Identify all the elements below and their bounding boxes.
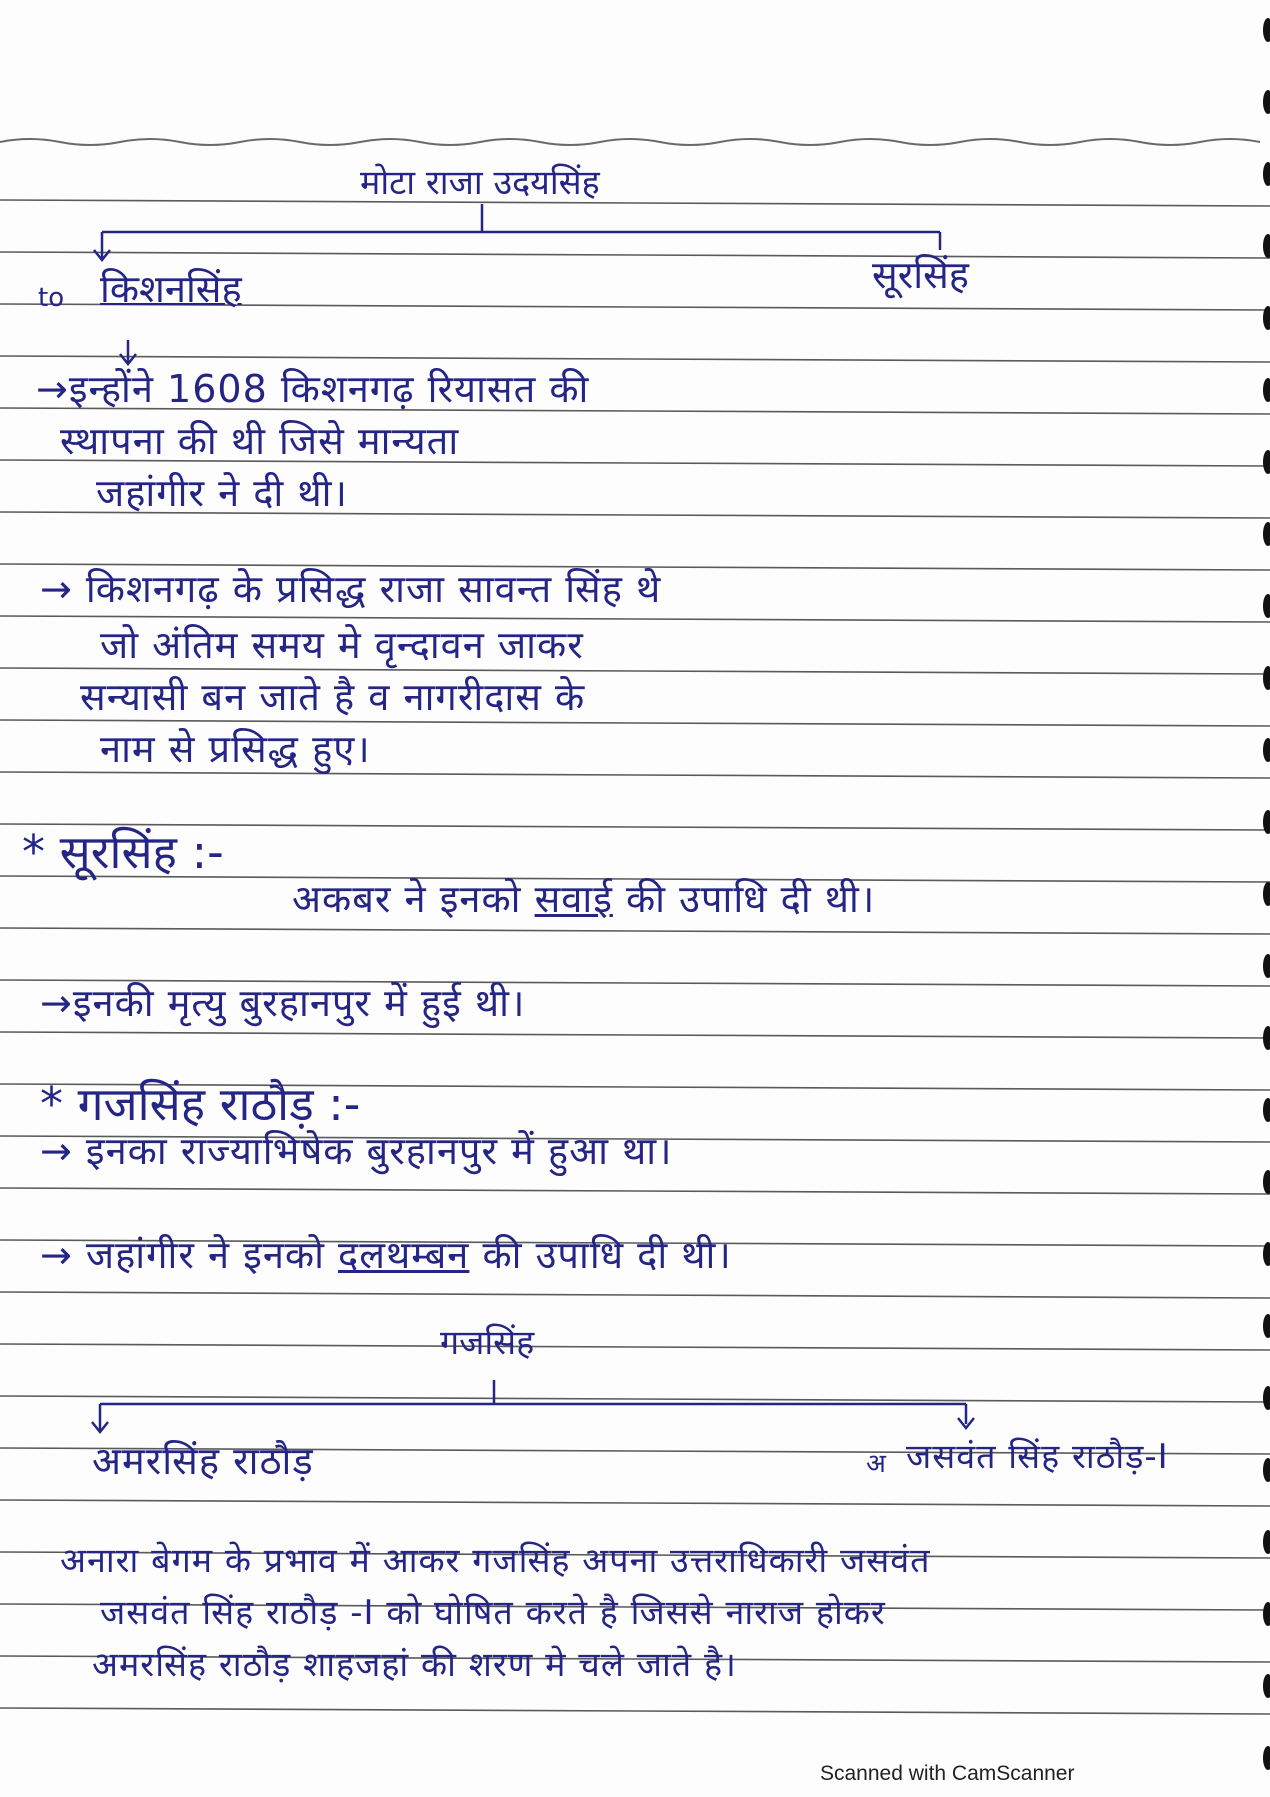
tree1-right-child: सूरसिंह	[872, 253, 969, 297]
kishan-point2-line-3: सन्यासी बन जाते है व नागरीदास के	[80, 675, 586, 719]
sursingh-line-1-suffix: की उपाधि दी थी।	[626, 877, 876, 921]
gajsingh-title-dalthamban: दलथम्बन	[338, 1233, 470, 1277]
sursingh-line-2: →इनकी मृत्यु बुरहानपुर में हुई थी।	[40, 981, 526, 1025]
tree1-root: मोटा राजा उदयसिंह	[360, 163, 600, 203]
sursingh-heading: * सूरसिंह :-	[22, 825, 224, 879]
kishan-line-1: →इन्होंने 1608 किशनगढ़ रियासत की	[36, 367, 590, 411]
camscanner-watermark: Scanned with CamScanner	[820, 1762, 1075, 1785]
kishan-point2-line-2: जो अंतिम समय मे वृन्दावन जाकर	[100, 623, 584, 667]
kishan-point2-line-4: नाम से प्रसिद्ध हुए।	[100, 727, 371, 771]
anara-line-1: अनारा बेगम के प्रभाव में आकर गजसिंह अपना उत्तराधिकारी जसवंत	[60, 1541, 931, 1581]
gajsingh-line-2-prefix: → जहांगीर ने इनको	[40, 1233, 325, 1277]
tree1-left-mark: to	[38, 283, 65, 313]
tree2-right-mark: अ	[866, 1449, 886, 1479]
tree1-left-child: किशनसिंह	[100, 267, 242, 311]
kishan-point2-line-1: → किशनगढ़ के प्रसिद्ध राजा सावन्त सिंह थे	[40, 567, 662, 611]
tree2-left-child: अमरसिंह राठौड़	[92, 1439, 314, 1483]
gajsingh-heading: * गजसिंह राठौड़ :-	[40, 1077, 361, 1131]
anara-line-3: अमरसिंह राठौड़ शाहजहां की शरण मे चले जाते है।	[92, 1645, 737, 1685]
sursingh-line-1-prefix: अकबर ने इनको	[292, 877, 522, 921]
anara-line-2: जसवंत सिंह राठौड़ -I को घोषित करते है जिससे नाराज होकर	[100, 1593, 886, 1633]
sursingh-title-sawai: सवाई	[534, 877, 613, 921]
kishan-line-2: स्थापना की थी जिसे मान्यता	[60, 419, 460, 463]
gajsingh-line-1: → इनका राज्याभिषेक बुरहानपुर में हुआ था।	[40, 1129, 673, 1173]
tree2-right-child: जसवंत सिंह राठौड़-I	[906, 1437, 1169, 1477]
tree2-root: गजसिंह	[440, 1323, 535, 1363]
kishan-line-3: जहांगीर ने दी थी।	[96, 471, 348, 515]
gajsingh-line-2-suffix: की उपाधि दी थी।	[482, 1233, 732, 1277]
